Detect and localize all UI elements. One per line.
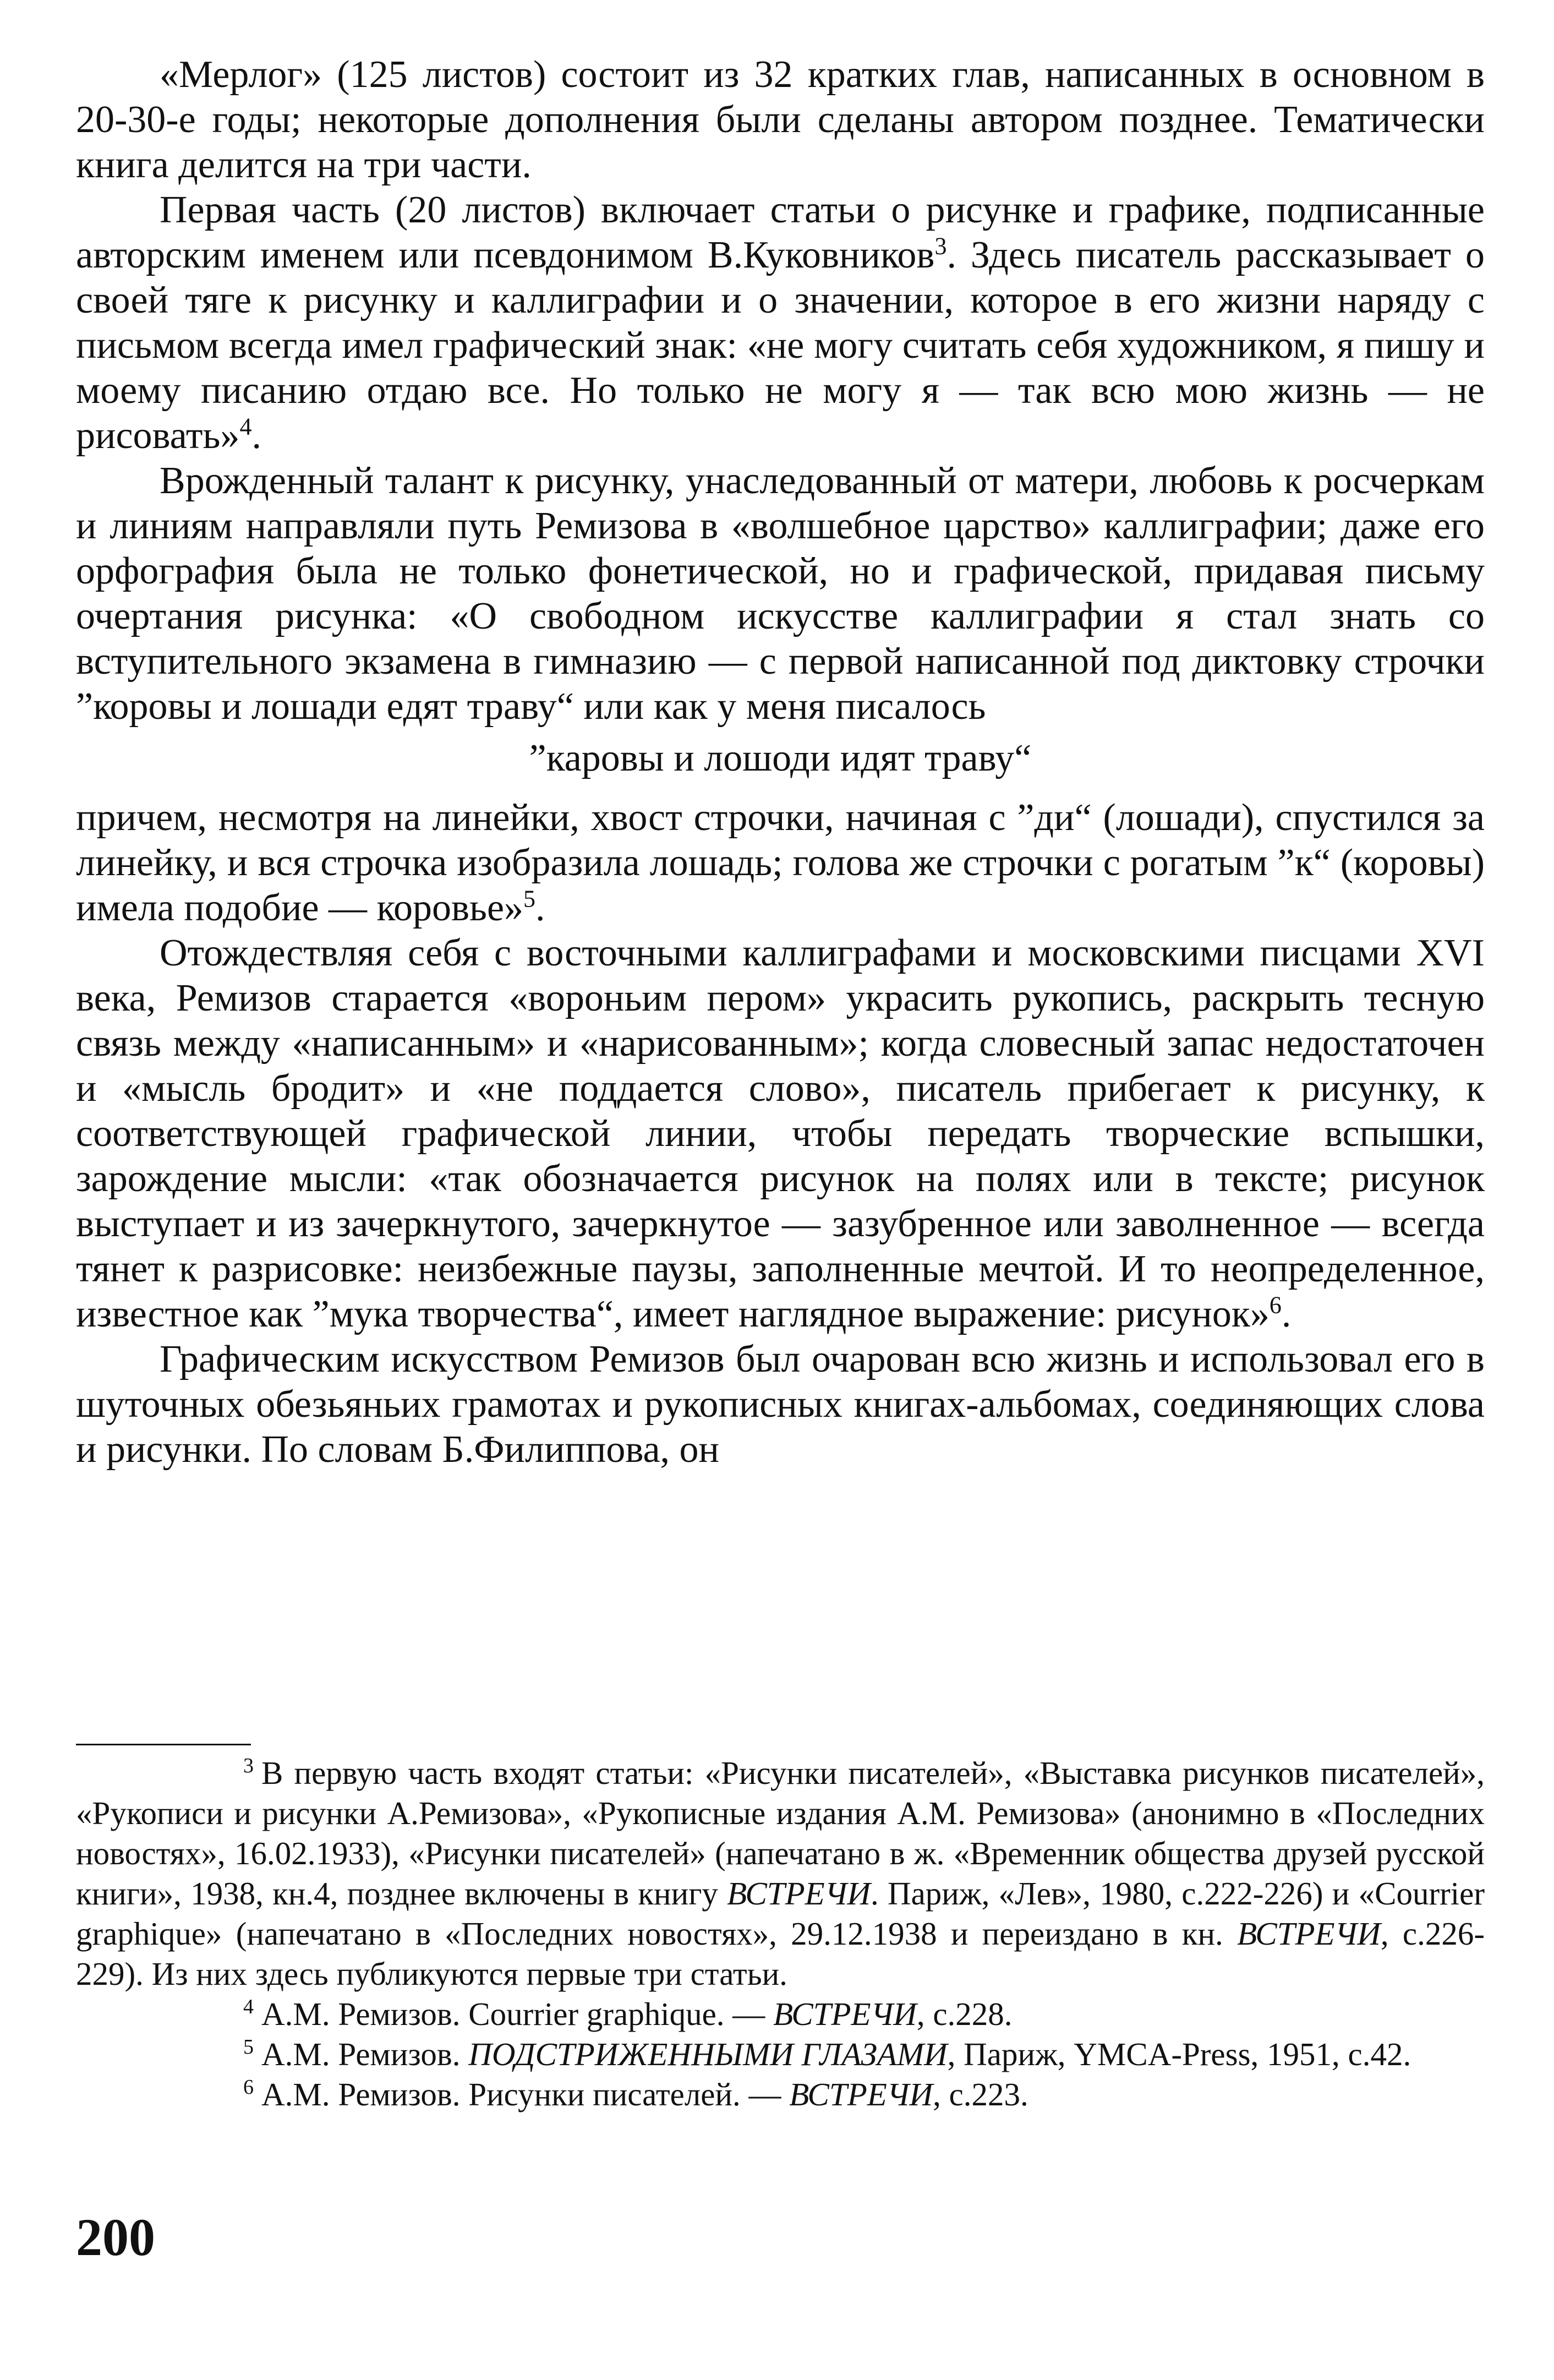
footnote-text: , с.223.: [933, 2076, 1028, 2112]
footnote-ref-4: 4: [239, 413, 252, 440]
main-text: [76, 52, 1485, 1472]
footnote-ref-5: 5: [523, 885, 536, 913]
footnote-text: , с.226-229). Из них здесь публикуются первые три статьи.: [76, 1915, 1485, 1992]
footnote-text: А.М. Ремизов.: [261, 2036, 469, 2072]
footnote-ref-3: 3: [934, 232, 947, 260]
footnote-text: В первую часть входят статьи: «Рисунки писателей», «Выставка рисунков писателей», «Рукописи и рисунки А.Ремизова», «Рукописные издания А.М. Ремизова» (анонимно в «Последних новостях», 16.02.1933), «Рисунки писателей» (напечатано в ж. «Временник общества друзей русской книги», 1938, кн.4, позднее включены в книгу: [76, 1755, 1485, 1912]
footnote-ref-6: 6: [1269, 1291, 1282, 1319]
paragraph-2-end: .: [251, 414, 261, 457]
paragraph-4-end: .: [535, 887, 545, 929]
paragraph-2: [76, 188, 1485, 458]
footnote-divider: [76, 1744, 251, 1745]
footnote-book-title: ПОДСТРИЖЕННЫМИ ГЛАЗАМИ: [468, 2036, 948, 2072]
paragraph-5-end: .: [1281, 1293, 1292, 1335]
paragraph-6: Графическим искусством Ремизов был очарован всю жизнь и использовал его в шуточных обезьяньих грамотах и рукописных книгах-альбомах, соединяющих слова и рисунки. По словам Б.Филиппова, он: [76, 1338, 1485, 1471]
footnote-4: 4 А.М. Ремизов. Courrier graphique. — ВСТРЕЧИ, с.228.: [243, 1995, 1013, 2032]
paragraph-2-text: Первая часть (20 листов) включает статьи о рисунке и графике, подписанные авторским именем или псевдонимом В.Куковников: [76, 189, 1485, 276]
paragraph-5: [76, 931, 1485, 1337]
paragraph-5-text: Отождествляя себя с восточными каллиграфами и московскими писцами XVI века, Ремизов старается «вороньим пером» украсить рукопись, раскрыть тесную связь между «написанным» и «нарисованным»; когда словесный запас недостаточен и «мысль бродит» и «не поддается слово», писатель прибегает к рисунку, к соответствующей графической линии, чтобы передать творческие вспышки, зарождение мысли: «так обозначается рисунок на полях или в тексте; рисунок выступает и из зачеркнутого, зачеркнутое — зазубренное или заволненное — всегда тянет к разрисовке: неизбежные паузы, заполненные мечтой. И то неопределенное, известное как ”мука творчества“, имеет наглядное выражение: рисунок»: [76, 932, 1485, 1335]
paragraph-1: «Мерлог» (125 листов) состоит из 32 кратких глав, написанных в основном в 20-30-е годы; некоторые дополнения были сделаны автором позднее. Тематически книга делится на три части.: [76, 53, 1485, 186]
footnotes: [76, 1744, 1485, 2115]
footnote-5: 5 А.М. Ремизов. ПОДСТРИЖЕННЫМИ ГЛАЗАМИ, Париж, YMCA-Press, 1951, с.42.: [243, 2035, 1411, 2072]
footnote-book-title: ВСТРЕЧИ: [773, 1996, 917, 2032]
footnote-book-title: ВСТРЕЧИ: [727, 1875, 871, 1912]
page-number: 200: [76, 2208, 155, 2267]
paragraph-3: Врожденный талант к рисунку, унаследованный от матери, любовь к росчеркам и линиям направляли путь Ремизова в «волшебное царство» каллиграфии; даже его орфография была не только фонетической, но и графической, придавая письму очертания рисунка: «О свободном искусстве каллиграфии я стал знать со вступительного экзамена в гимназию — с первой написанной под диктовку строчки ”коровы и лошади едят траву“ или как у меня писалось: [76, 460, 1485, 728]
footnote-text: А.М. Ремизов. Рисунки писателей. —: [261, 2076, 790, 2112]
footnote-text: , Париж, YMCA-Press, 1951, с.42.: [947, 2036, 1411, 2072]
paragraph-2-text-cont: . Здесь писатель рассказывает о своей тяге к рисунку и каллиграфии и о значении, которое в его жизни наряду с письмом всегда имел графический знак: «не могу считать себя художником, я пишу и моему писанию отдаю все. Но только не могу я — так всю мою жизнь — не рисовать»: [76, 234, 1485, 457]
footnote-3: 3 В первую часть входят статьи: «Рисунки писателей», «Выставка рисунков писателей», «Рукописи и рисунки А.Ремизова», «Рукописные издания А.М. Ремизова» (анонимно в «Последних новостях», 16.02.1933), «Рисунки писателей» (напечатано в ж. «Временник общества друзей русской книги», 1938, кн.4, позднее включены в книгу ВСТРЕЧИ. Париж, «Лев», 1980, с.222-226) и «Courrier graphique» (напечатано в «Последних новостях», 29.12.1938 и переиздано в кн. ВСТРЕЧИ, с.226-229). Из них здесь публикуются первые три статьи.: [76, 1754, 1485, 1992]
footnote-text: . Париж, «Лев», 1980, с.222-226) и «Courrier graphique» (напечатано в «Последних новостях», 29.12.1938 и переиздано в кн.: [76, 1875, 1485, 1952]
paragraph-4: [76, 795, 1485, 931]
footnote-6: 6 А.М. Ремизов. Рисунки писателей. — ВСТРЕЧИ, с.223.: [243, 2076, 1028, 2112]
footnote-text: , с.228.: [916, 1996, 1013, 2032]
footnote-text: А.М. Ремизов. Courrier graphique. —: [261, 1996, 774, 2032]
footnote-book-title: ВСТРЕЧИ: [1237, 1915, 1381, 1952]
paragraph-4-text: причем, несмотря на линейки, хвост строчки, начиная с ”ди“ (лошади), спустился за линейку, и вся строчка изобразила лошадь; голова же строчки с рогатым ”к“ (коровы) имела подобие — коровье»: [76, 796, 1485, 929]
quoted-line: ”каровы и лошоди идят траву“: [529, 737, 1032, 779]
footnote-book-title: ВСТРЕЧИ: [789, 2076, 933, 2112]
